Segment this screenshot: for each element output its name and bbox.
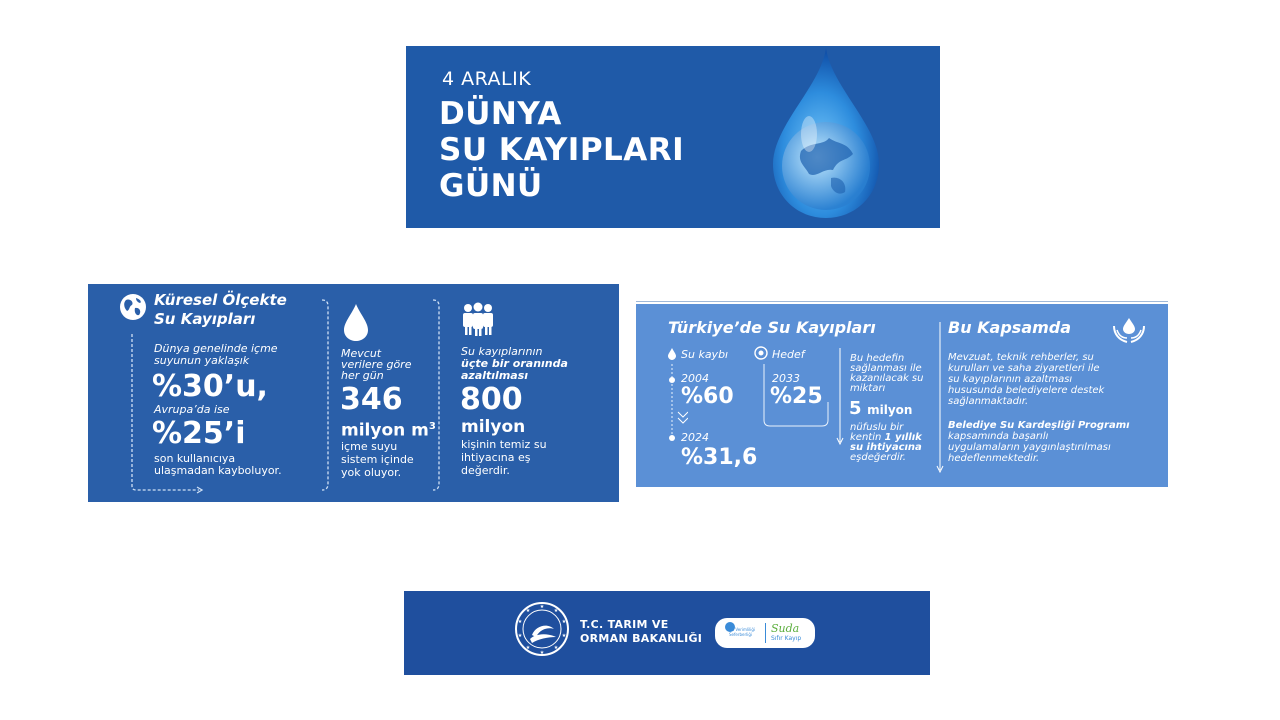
scope-p2-2: kapsamında başarılı: [948, 431, 1049, 442]
svg-text:★: ★: [517, 633, 523, 639]
badge-left-text: Su Verimliliği Seferberliği: [729, 627, 755, 637]
col2-text1: Mevcut: [341, 347, 382, 360]
gain-t8: eşdeğerdir.: [850, 452, 906, 463]
scope-p1-5: sağlanmaktadır.: [948, 396, 1029, 407]
globe-icon: [118, 292, 148, 322]
turkey-panel-top-line: [636, 301, 1168, 302]
col3-unit: milyon: [461, 417, 526, 437]
svg-text:★: ★: [561, 619, 567, 625]
hands-water-drop-icon: [1111, 314, 1147, 346]
ministry-line2: ORMAN BAKANLIĞI: [580, 632, 703, 645]
turkey-losses-panel: [636, 304, 1168, 487]
col2-text2: verilere göre: [341, 358, 412, 371]
target-2033-pct: %25: [770, 384, 823, 409]
col3-bold1: üçte bir oranında: [461, 357, 568, 370]
badge-divider: [765, 623, 766, 643]
svg-text:★: ★: [539, 604, 545, 610]
water-drop-globe-icon: [761, 46, 891, 226]
banner-date: 4 ARALIK: [442, 68, 532, 90]
banner-title-line1: DÜNYA: [439, 96, 562, 132]
loss-2024-pct: %31,6: [681, 445, 758, 470]
gain-t6: kentin 1 yıllık: [850, 432, 922, 443]
column2-bracket: [320, 298, 334, 494]
col1-text2: suyunun yaklaşık: [154, 354, 250, 367]
scope-p1-2: kurulları ve saha ziyaretleri ile: [948, 363, 1100, 374]
col3-text2: kişinin temiz su: [461, 438, 547, 451]
people-group-icon: [460, 302, 496, 336]
scope-arrow: [936, 322, 944, 476]
gain-t3: kazanılacak su: [850, 373, 924, 384]
ministry-line1: T.C. TARIM VE: [580, 618, 669, 631]
col2-text6: yok oluyor.: [341, 466, 402, 479]
year-2004: 2004: [681, 372, 709, 385]
badge-sub: Sıfır Kayıp: [771, 635, 802, 642]
col1-stat-europe-world: %30’u,: [152, 369, 268, 404]
col3-bold2: azaltılması: [461, 369, 529, 382]
zero-loss-badge: [715, 618, 815, 648]
gain-t2: sağlanması ile: [850, 363, 922, 374]
col2-text5: sistem içinde: [341, 453, 414, 466]
col3-stat-people: 800: [460, 382, 523, 417]
svg-text:★: ★: [561, 633, 567, 639]
svg-text:★: ★: [553, 608, 559, 614]
small-drop-icon: [667, 348, 677, 360]
global-title-line2: Su Kayıpları: [154, 310, 256, 328]
scope-p2-3: uygulamaların yaygınlaştırılması: [948, 442, 1111, 453]
col2-stat-daily-loss: 346: [340, 382, 403, 417]
year-2033: 2033: [772, 372, 800, 385]
target-label: Hedef: [772, 348, 805, 361]
gain-t5: nüfuslu bir: [850, 422, 904, 433]
gain-t4: miktarı: [850, 383, 886, 394]
col1-stat-europe: %25’i: [152, 416, 246, 451]
year-2024: 2024: [681, 431, 709, 444]
turkey-title: Türkiye’de Su Kayıpları: [668, 318, 876, 337]
water-drop-icon: [342, 302, 370, 342]
col2-text3: her gün: [341, 369, 384, 382]
loss-2004-pct: %60: [681, 384, 734, 409]
gain-t1: Bu hedefin: [850, 353, 905, 364]
svg-text:★: ★: [539, 650, 545, 656]
gain-arrow: [836, 348, 844, 448]
col2-unit: milyon $m^3$: [341, 420, 436, 441]
col3-text4: değerdir.: [461, 464, 510, 477]
svg-text:★: ★: [553, 645, 559, 651]
col1-text4: son kullanıcıya: [154, 452, 236, 465]
ministry-emblem-icon: [514, 601, 570, 657]
banner-title-line2: SU KAYIPLARI: [439, 132, 685, 168]
col1-text1: Dünya genelinde içme: [154, 342, 278, 355]
svg-text:★: ★: [525, 608, 531, 614]
col1-text3: Avrupa’da ise: [154, 403, 230, 416]
target-icon: [754, 346, 768, 360]
col1-text5: ulaşmadan kayboluyor.: [154, 464, 282, 477]
scope-p1-3: su kayıplarının azaltması: [948, 374, 1073, 385]
col3-text3: ihtiyacına eş: [461, 451, 531, 464]
scope-title: Bu Kapsamda: [948, 318, 1072, 337]
scope-p1-1: Mevzuat, teknik rehberler, su: [948, 352, 1094, 363]
scope-p2-1: Belediye Su Kardeşliği Programı: [948, 420, 1130, 431]
global-losses-panel: [88, 284, 619, 502]
column3-bracket: [431, 298, 445, 494]
col3-text1: Su kayıplarının: [461, 345, 543, 358]
header-banner: [406, 46, 940, 228]
scope-p1-4: hususunda belediyelere destek: [948, 385, 1105, 396]
gain-population: 5 milyon: [849, 398, 913, 419]
banner-title-line3: GÜNÜ: [439, 168, 543, 204]
svg-text:★: ★: [525, 645, 531, 651]
svg-text:★: ★: [517, 619, 523, 625]
badge-brand: Suda: [771, 622, 800, 635]
col2-text4: içme suyu: [341, 440, 398, 453]
gain-t7: su ihtiyacına: [850, 442, 922, 453]
footer-banner: [404, 591, 930, 675]
scope-p2-4: hedeflenmektedir.: [948, 453, 1040, 464]
ministry-name: [580, 618, 702, 646]
global-title-line1: Küresel Ölçekte: [154, 291, 287, 309]
loss-label: Su kaybı: [681, 348, 729, 361]
